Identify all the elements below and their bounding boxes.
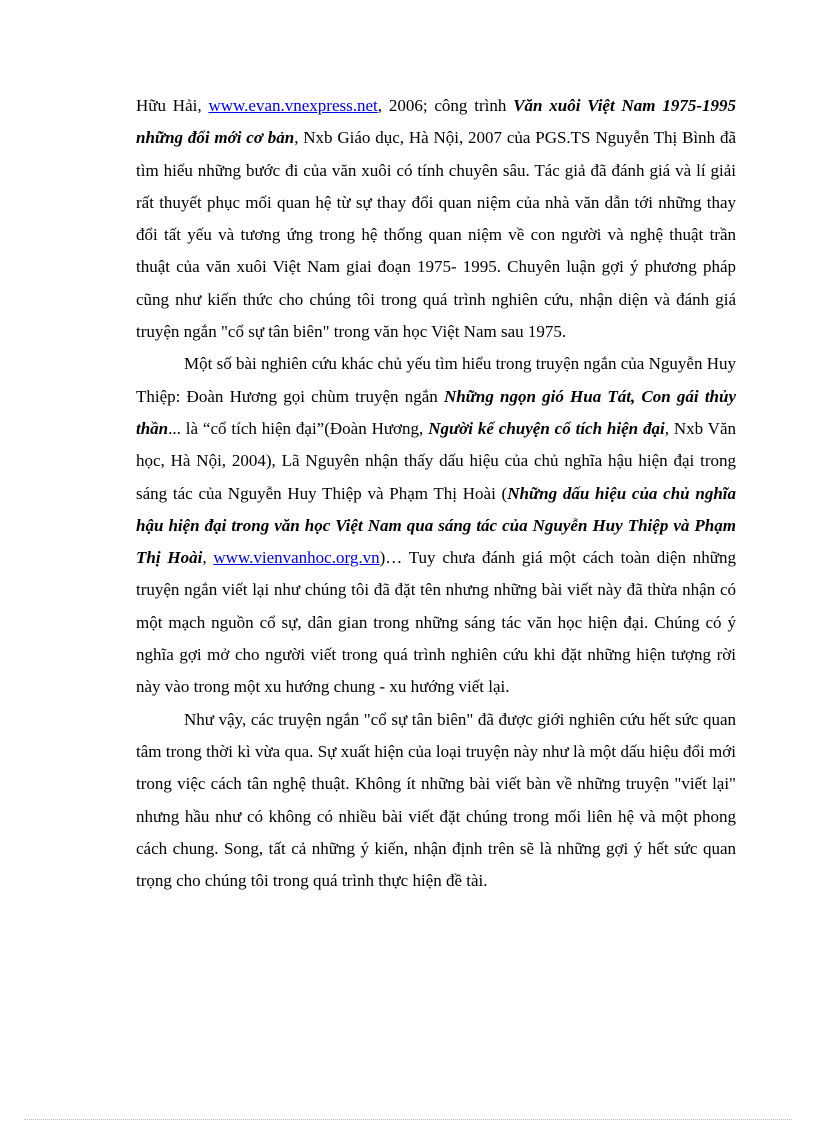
p1-text-3: , Nxb Giáo dục, Hà Nội, 2007 của PGS.TS Nguyễn Thị Bình đã tìm hiểu những bước đi của văn xuôi có tính chuyên sâu. Tác giả đã đánh giá và lí giải rất thuyết phục mối quan hệ từ sự thay đổi quan niệm của nhà văn dẫn tới những thay đổi tất yếu và tương ứng trong hệ thống quan niệm về con người và nghệ thuật trần thuật của văn xuôi Việt Nam giai đoạn 1975- 1995. Chuyên luận gợi ý phương pháp cũng như kiến thức cho chúng tôi trong quá trình nghiên cứu, nhận diện và đánh giá truyện ngắn "cổ sự tân biên" trong văn học Việt Nam sau 1975. xyxy=(136,128,736,342)
paragraph-1 xyxy=(136,90,736,348)
p2-text-5: )… Tuy chưa đánh giá một cách toàn diện những truyện ngắn viết lại như chúng tôi đã đặt tên nhưng những bài viết này đã thừa nhận có một mạch nguồn cổ sự, dân gian trong những sáng tác văn học hiện đại. Chúng có ý nghĩa gợi mở cho người viết trong quá trình nghiên cứu khi đặt những hiện tượng rời này vào trong một xu hướng chung - xu hướng viết lại. xyxy=(136,548,736,697)
page-bottom-divider xyxy=(24,1119,792,1120)
p2-text-1: Một số bài nghiên cứu khác chủ yếu tìm hiểu trong truyện ngắn của Nguyễn Huy Thiệp: Đoàn Hương gọi chùm truyện ngắn xyxy=(136,354,736,406)
p2-article-title: Những dấu hiệu của chủ nghĩa hậu hiện đại trong văn học Việt Nam qua sáng tác của Nguyễn Huy Thiệp và Phạm Thị Hoài xyxy=(136,483,736,568)
p2-story-title: Những ngọn gió Hua Tát, Con gái thủy thần xyxy=(136,386,736,438)
p2-book-title: Người kể chuyện cổ tích hiện đại xyxy=(428,418,665,438)
link-vienvanhoc[interactable]: www.vienvanhoc.org.vn xyxy=(213,548,380,568)
link-evan-vnexpress[interactable]: www.evan.vnexpress.net xyxy=(208,96,378,115)
paragraph-2 xyxy=(136,348,736,703)
p3-text-1: Như vậy, các truyện ngắn "cổ sự tân biên" đã được giới nghiên cứu hết sức quan tâm trong thời kì vừa qua. Sự xuất hiện của loại truyện này như là một dấu hiệu đổi mới trong việc cách tân nghệ thuật. Không ít những bài viết bàn về những truyện "viết lại" nhưng hầu như có không có nhiều bài viết đặt chúng trong mối liên hệ và một phong cách chung. Song, tất cả những ý kiến, nhận định trên sẽ là những gợi ý hết sức quan trọng cho chúng tôi trong quá trình thực hiện đề tài. xyxy=(136,709,736,891)
p2-text-4: , xyxy=(202,548,214,568)
p1-text-2: , 2006; công trình xyxy=(377,96,514,115)
p2-text-2: ... là “cổ tích hiện đại”(Đoàn Hương, xyxy=(168,418,429,438)
p1-text-1: Hữu Hải, xyxy=(136,96,209,115)
p2-text-3: , Nxb Văn học, Hà Nội, 2004), Lã Nguyên nhận thấy dấu hiệu của chủ nghĩa hậu hiện đại trong sáng tác của Nguyễn Huy Thiệp và Phạm Thị Hoài ( xyxy=(136,418,736,503)
document-body xyxy=(136,90,736,897)
p1-book-title: Văn xuôi Việt Nam 1975-1995 những đổi mới cơ bản xyxy=(136,96,736,148)
paragraph-3 xyxy=(136,704,736,898)
